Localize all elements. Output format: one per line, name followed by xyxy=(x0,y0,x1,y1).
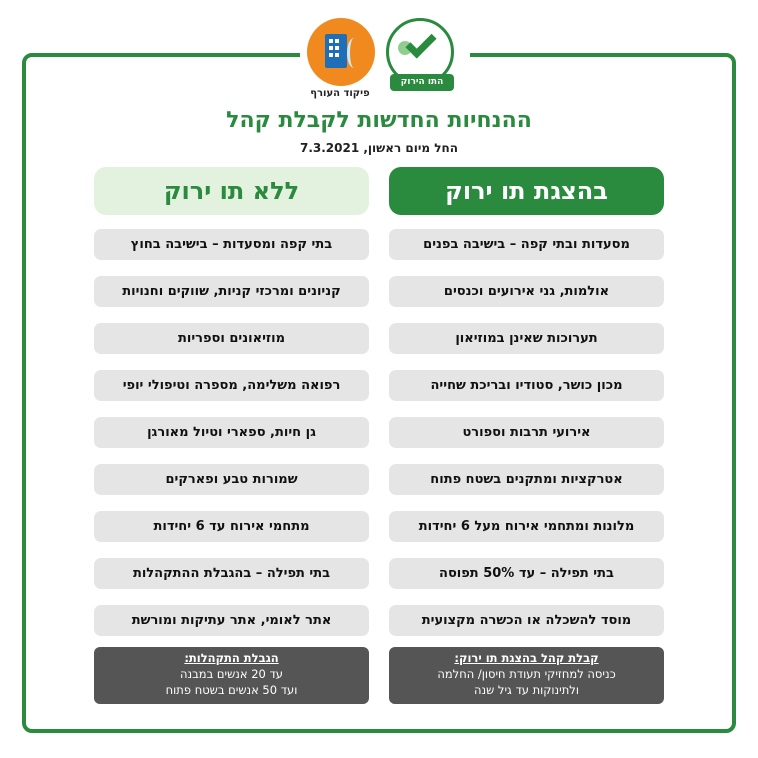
note-title: קבלת קהל בהצגת תו ירוק: xyxy=(454,651,599,665)
building-icon xyxy=(325,34,347,68)
note-line: עד 20 אנשים במבנה xyxy=(180,667,283,681)
note-line: ולתינוקות עד גיל שנה xyxy=(474,683,579,697)
home-front-label: פיקוד העורף xyxy=(310,88,370,99)
list-item: בתי תפילה – עד 50% תפוסה xyxy=(389,558,664,589)
list-item: תערוכות שאינן במוזיאון xyxy=(389,323,664,354)
list-item: מוזיאונים וספריות xyxy=(94,323,369,354)
without-pass-note xyxy=(94,647,369,704)
checkmark-icon xyxy=(405,27,436,58)
without-pass-list xyxy=(94,229,369,652)
note-line: ועד 50 אנשים בשטח פתוח xyxy=(165,683,298,697)
list-item: מתחמי אירוח עד 6 יחידות xyxy=(94,511,369,542)
olive-branch-icon xyxy=(347,38,361,68)
list-item: אירועי תרבות וספורט xyxy=(389,417,664,448)
list-item: שמורות טבע ופארקים xyxy=(94,464,369,495)
list-item: בתי תפילה – בהגבלת ההתקהלות xyxy=(94,558,369,589)
green-pass-badge: התו הירוק xyxy=(390,74,454,91)
list-item: רפואה משלימה, מספרה וטיפולי יופי xyxy=(94,370,369,401)
list-item: גן חיות, ספארי וטיול מאורגן xyxy=(94,417,369,448)
list-item: מסעדות ובתי קפה – בישיבה בפנים xyxy=(389,229,664,260)
page-subtitle: החל מיום ראשון, 7.3.2021 xyxy=(299,141,459,155)
list-item: מלונות ומתחמי אירוח מעל 6 יחידות xyxy=(389,511,664,542)
without-pass-header: ללא תו ירוק xyxy=(94,167,369,215)
list-item: בתי קפה ומסעדות – בישיבה בחוץ xyxy=(94,229,369,260)
list-item: מכון כושר, סטודיו ובריכת שחייה xyxy=(389,370,664,401)
note-title: הגבלת התקהלות: xyxy=(184,651,279,665)
list-item: קניונים ומרכזי קניות, שווקים וחנויות xyxy=(94,276,369,307)
list-item: אתר לאומי, אתר עתיקות ומורשת xyxy=(94,605,369,636)
home-front-command-logo-icon xyxy=(307,18,375,86)
page-title: ההנחיות החדשות לקבלת קהל xyxy=(226,108,532,133)
list-item: אטרקציות ומתקנים בשטח פתוח xyxy=(389,464,664,495)
note-line: כניסה למחזיקי תעודת חיסון/ החלמה xyxy=(437,667,616,681)
list-item: אולמות, גני אירועים וכנסים xyxy=(389,276,664,307)
with-pass-list xyxy=(389,229,664,652)
with-pass-header: בהצגת תו ירוק xyxy=(389,167,664,215)
list-item: מוסד להשכלה או הכשרה מקצועית xyxy=(389,605,664,636)
with-pass-note xyxy=(389,647,664,704)
